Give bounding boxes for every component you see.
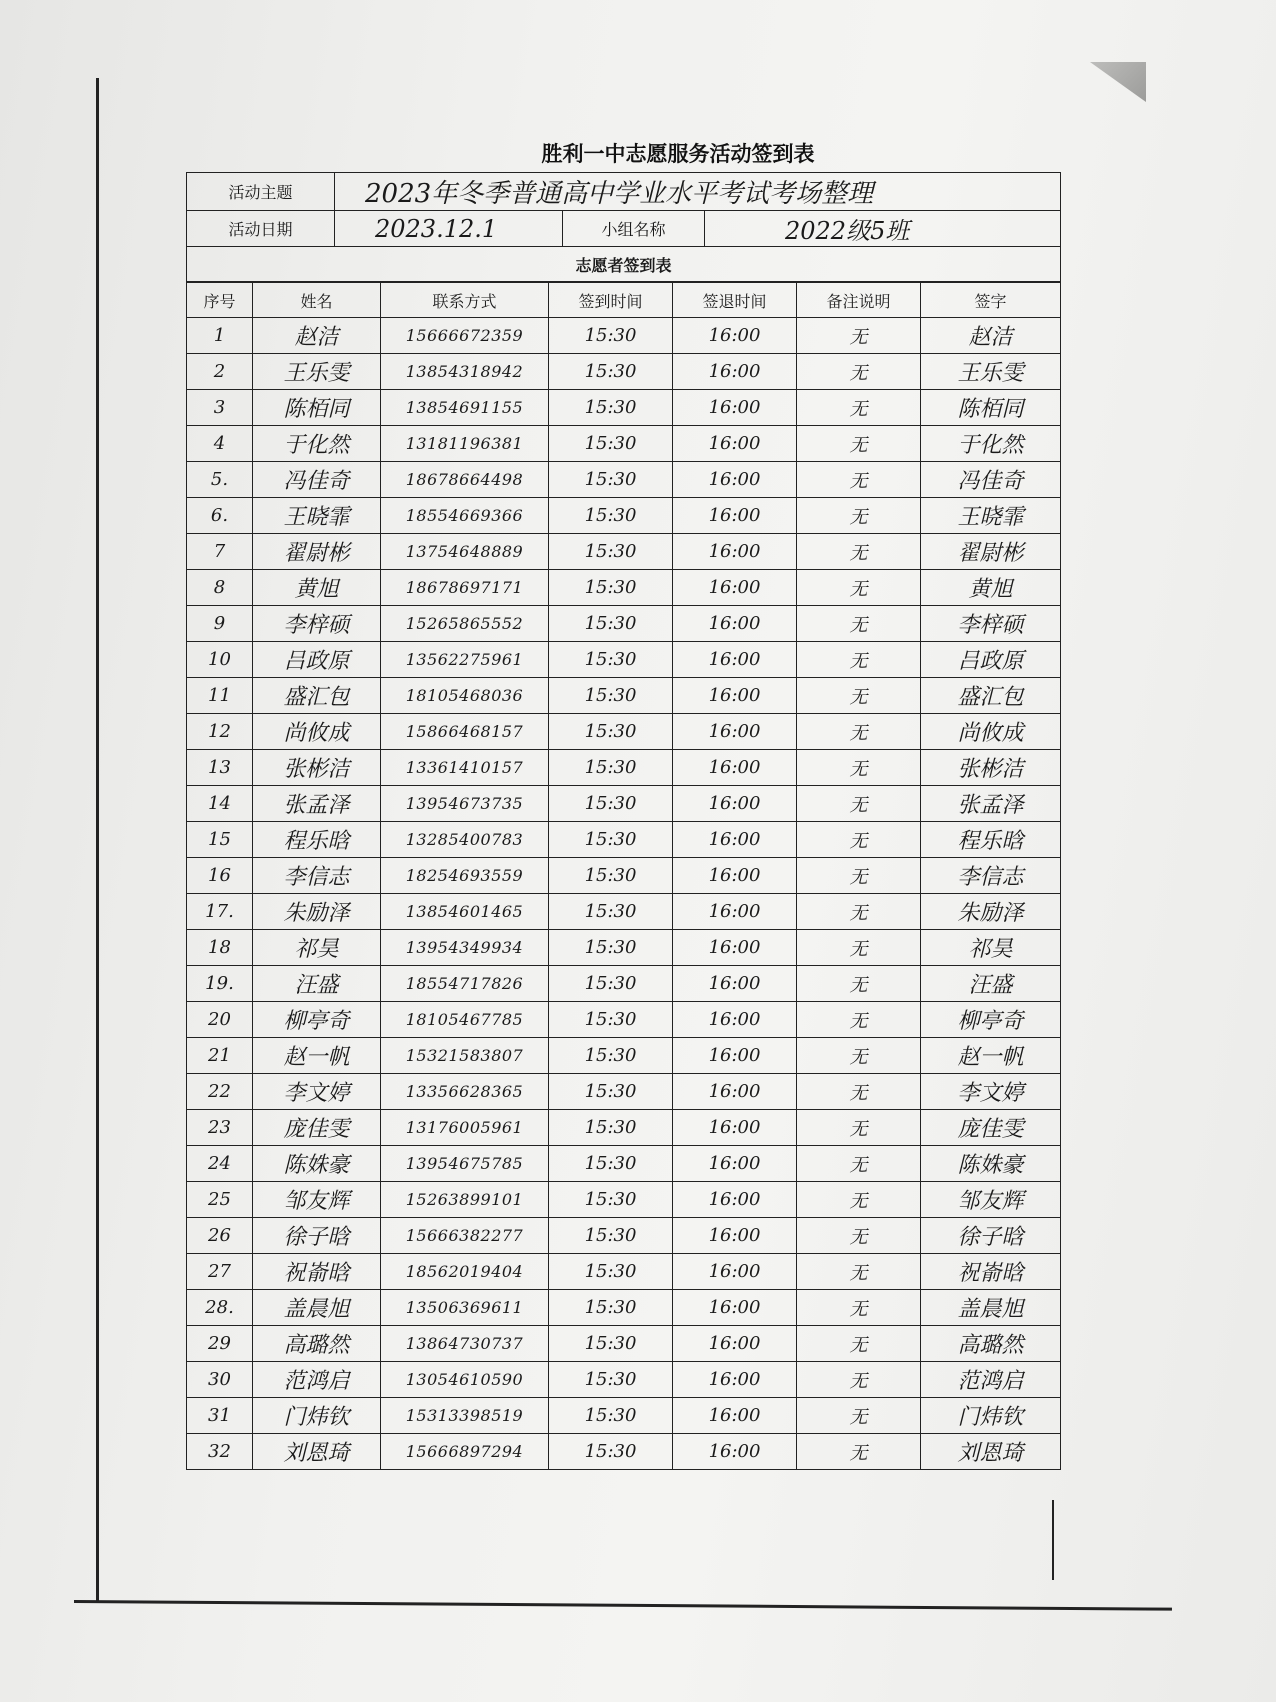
note: 无 xyxy=(797,858,921,894)
table-body xyxy=(187,318,1061,1470)
signout-time: 16:00 xyxy=(673,1218,797,1254)
signin-time: 15:30 xyxy=(549,1362,673,1398)
signin-time: 15:30 xyxy=(549,1038,673,1074)
volunteer-name: 张彬洁 xyxy=(253,750,381,786)
volunteer-name: 于化然 xyxy=(253,426,381,462)
row-number: 27 xyxy=(187,1254,253,1290)
signature: 翟尉彬 xyxy=(921,534,1061,570)
row-number: 11 xyxy=(187,678,253,714)
table-row xyxy=(187,462,1061,498)
table-row xyxy=(187,1074,1061,1110)
row-number: 15 xyxy=(187,822,253,858)
volunteer-name: 李梓硕 xyxy=(253,606,381,642)
signin-time: 15:30 xyxy=(549,1254,673,1290)
table-row xyxy=(187,1254,1061,1290)
signout-time: 16:00 xyxy=(673,1254,797,1290)
note: 无 xyxy=(797,1362,921,1398)
signature: 李梓硕 xyxy=(921,606,1061,642)
date-label: 活动日期 xyxy=(187,211,335,247)
phone-number: 13754648889 xyxy=(381,534,549,570)
row-number: 7 xyxy=(187,534,253,570)
note: 无 xyxy=(797,570,921,606)
volunteer-name: 陈栢同 xyxy=(253,390,381,426)
signin-time: 15:30 xyxy=(549,966,673,1002)
signature: 祁昊 xyxy=(921,930,1061,966)
phone-number: 18105467785 xyxy=(381,1002,549,1038)
signout-time: 16:00 xyxy=(673,1074,797,1110)
signout-time: 16:00 xyxy=(673,1362,797,1398)
volunteer-name: 祝嵛晗 xyxy=(253,1254,381,1290)
row-number: 3 xyxy=(187,390,253,426)
note: 无 xyxy=(797,534,921,570)
signin-time: 15:30 xyxy=(549,1110,673,1146)
signature: 门炜钦 xyxy=(921,1398,1061,1434)
volunteer-name: 王晓霏 xyxy=(253,498,381,534)
table-row xyxy=(187,390,1061,426)
table-row xyxy=(187,606,1061,642)
signout-time: 16:00 xyxy=(673,1290,797,1326)
table-row xyxy=(187,1434,1061,1470)
note: 无 xyxy=(797,1254,921,1290)
phone-number: 13954673735 xyxy=(381,786,549,822)
signin-time: 15:30 xyxy=(549,858,673,894)
note: 无 xyxy=(797,498,921,534)
signin-time: 15:30 xyxy=(549,570,673,606)
note: 无 xyxy=(797,426,921,462)
signout-time: 16:00 xyxy=(673,786,797,822)
table-row xyxy=(187,318,1061,354)
note: 无 xyxy=(797,1110,921,1146)
signature: 范鸿启 xyxy=(921,1362,1061,1398)
signin-time: 15:30 xyxy=(549,714,673,750)
note: 无 xyxy=(797,642,921,678)
col-header-no: 序号 xyxy=(187,283,253,318)
note: 无 xyxy=(797,1326,921,1362)
topic-label: 活动主题 xyxy=(187,173,335,211)
signature: 祝嵛晗 xyxy=(921,1254,1061,1290)
row-number: 1 xyxy=(187,318,253,354)
phone-number: 18562019404 xyxy=(381,1254,549,1290)
signout-time: 16:00 xyxy=(673,426,797,462)
page-border-bottom xyxy=(74,1600,1172,1611)
table-row xyxy=(187,1326,1061,1362)
phone-number: 13361410157 xyxy=(381,750,549,786)
row-number: 10 xyxy=(187,642,253,678)
section-heading: 志愿者签到表 xyxy=(187,247,1061,282)
signin-time: 15:30 xyxy=(549,390,673,426)
phone-number: 13181196381 xyxy=(381,426,549,462)
table-row xyxy=(187,786,1061,822)
note: 无 xyxy=(797,930,921,966)
signature: 张彬洁 xyxy=(921,750,1061,786)
col-header-note: 备注说明 xyxy=(797,283,921,318)
volunteer-name: 庞佳雯 xyxy=(253,1110,381,1146)
table-row xyxy=(187,1002,1061,1038)
signature: 朱励泽 xyxy=(921,894,1061,930)
phone-number: 13854691155 xyxy=(381,390,549,426)
phone-number: 13854601465 xyxy=(381,894,549,930)
signout-time: 16:00 xyxy=(673,534,797,570)
signin-time: 15:30 xyxy=(549,426,673,462)
volunteer-name: 程乐晗 xyxy=(253,822,381,858)
signin-time: 15:30 xyxy=(549,462,673,498)
phone-number: 15666382277 xyxy=(381,1218,549,1254)
row-number: 19. xyxy=(187,966,253,1002)
row-number: 14 xyxy=(187,786,253,822)
table-row xyxy=(187,1398,1061,1434)
phone-number: 15866468157 xyxy=(381,714,549,750)
signin-time: 15:30 xyxy=(549,750,673,786)
signout-time: 16:00 xyxy=(673,498,797,534)
row-number: 24 xyxy=(187,1146,253,1182)
signout-time: 16:00 xyxy=(673,714,797,750)
note: 无 xyxy=(797,894,921,930)
table-row xyxy=(187,1362,1061,1398)
signature: 盖晨旭 xyxy=(921,1290,1061,1326)
row-number: 31 xyxy=(187,1398,253,1434)
volunteer-name: 柳亭奇 xyxy=(253,1002,381,1038)
phone-number: 13954349934 xyxy=(381,930,549,966)
signature: 庞佳雯 xyxy=(921,1110,1061,1146)
col-header-signout: 签退时间 xyxy=(673,283,797,318)
row-number: 30 xyxy=(187,1362,253,1398)
row-number: 29 xyxy=(187,1326,253,1362)
signature: 于化然 xyxy=(921,426,1061,462)
volunteer-name: 刘恩琦 xyxy=(253,1434,381,1470)
signin-time: 15:30 xyxy=(549,318,673,354)
note: 无 xyxy=(797,714,921,750)
signin-time: 15:30 xyxy=(549,534,673,570)
signature: 吕政原 xyxy=(921,642,1061,678)
signout-time: 16:00 xyxy=(673,1182,797,1218)
phone-number: 15321583807 xyxy=(381,1038,549,1074)
phone-number: 13506369611 xyxy=(381,1290,549,1326)
signature: 柳亭奇 xyxy=(921,1002,1061,1038)
signin-time: 15:30 xyxy=(549,1434,673,1470)
note: 无 xyxy=(797,1074,921,1110)
signature: 尚攸成 xyxy=(921,714,1061,750)
volunteer-name: 邹友辉 xyxy=(253,1182,381,1218)
note: 无 xyxy=(797,606,921,642)
row-number: 26 xyxy=(187,1218,253,1254)
signin-time: 15:30 xyxy=(549,1002,673,1038)
signature: 王乐雯 xyxy=(921,354,1061,390)
document-title: 胜利一中志愿服务活动签到表 xyxy=(541,142,815,166)
volunteer-name: 盖晨旭 xyxy=(253,1290,381,1326)
signature: 冯佳奇 xyxy=(921,462,1061,498)
signature: 黄旭 xyxy=(921,570,1061,606)
signature: 王晓霏 xyxy=(921,498,1061,534)
signout-time: 16:00 xyxy=(673,390,797,426)
volunteer-name: 赵洁 xyxy=(253,318,381,354)
activity-info-table xyxy=(186,172,1061,282)
phone-number: 15263899101 xyxy=(381,1182,549,1218)
table-row xyxy=(187,678,1061,714)
phone-number: 13356628365 xyxy=(381,1074,549,1110)
group-label: 小组名称 xyxy=(563,211,705,247)
row-number: 23 xyxy=(187,1110,253,1146)
volunteer-name: 黄旭 xyxy=(253,570,381,606)
signout-time: 16:00 xyxy=(673,822,797,858)
signature: 程乐晗 xyxy=(921,822,1061,858)
group-value: 2022级5班 xyxy=(705,211,1061,247)
note: 无 xyxy=(797,390,921,426)
row-number: 13 xyxy=(187,750,253,786)
signature: 高璐然 xyxy=(921,1326,1061,1362)
signin-time: 15:30 xyxy=(549,894,673,930)
signature: 陈姝豪 xyxy=(921,1146,1061,1182)
row-number: 28. xyxy=(187,1290,253,1326)
table-row xyxy=(187,498,1061,534)
row-number: 9 xyxy=(187,606,253,642)
table-row xyxy=(187,1110,1061,1146)
signout-time: 16:00 xyxy=(673,750,797,786)
signature: 徐子晗 xyxy=(921,1218,1061,1254)
signout-time: 16:00 xyxy=(673,930,797,966)
signin-time: 15:30 xyxy=(549,1326,673,1362)
note: 无 xyxy=(797,462,921,498)
row-number: 12 xyxy=(187,714,253,750)
table-row xyxy=(187,1182,1061,1218)
phone-number: 15313398519 xyxy=(381,1398,549,1434)
phone-number: 13285400783 xyxy=(381,822,549,858)
table-row xyxy=(187,354,1061,390)
note: 无 xyxy=(797,1398,921,1434)
note: 无 xyxy=(797,318,921,354)
note: 无 xyxy=(797,1434,921,1470)
phone-number: 18105468036 xyxy=(381,678,549,714)
signin-time: 15:30 xyxy=(549,1290,673,1326)
row-number: 22 xyxy=(187,1074,253,1110)
volunteer-name: 门炜钦 xyxy=(253,1398,381,1434)
phone-number: 13562275961 xyxy=(381,642,549,678)
table-row xyxy=(187,1218,1061,1254)
volunteer-name: 尚攸成 xyxy=(253,714,381,750)
signature: 张孟泽 xyxy=(921,786,1061,822)
phone-number: 18554717826 xyxy=(381,966,549,1002)
table-row xyxy=(187,1146,1061,1182)
pen-stroke xyxy=(1052,1500,1054,1580)
col-header-signature: 签字 xyxy=(921,283,1061,318)
signout-time: 16:00 xyxy=(673,894,797,930)
note: 无 xyxy=(797,966,921,1002)
signout-time: 16:00 xyxy=(673,1434,797,1470)
signout-time: 16:00 xyxy=(673,1398,797,1434)
table-row xyxy=(187,966,1061,1002)
row-number: 18 xyxy=(187,930,253,966)
table-row xyxy=(187,426,1061,462)
row-number: 16 xyxy=(187,858,253,894)
row-number: 2 xyxy=(187,354,253,390)
signout-time: 16:00 xyxy=(673,1146,797,1182)
table-row xyxy=(187,930,1061,966)
row-number: 21 xyxy=(187,1038,253,1074)
volunteer-name: 汪盛 xyxy=(253,966,381,1002)
signin-time: 15:30 xyxy=(549,354,673,390)
volunteer-table xyxy=(186,282,1061,1470)
table-row xyxy=(187,534,1061,570)
volunteer-name: 祁昊 xyxy=(253,930,381,966)
note: 无 xyxy=(797,822,921,858)
table-row xyxy=(187,642,1061,678)
table-header-row xyxy=(187,283,1061,318)
volunteer-name: 翟尉彬 xyxy=(253,534,381,570)
volunteer-name: 李信志 xyxy=(253,858,381,894)
row-number: 4 xyxy=(187,426,253,462)
signin-time: 15:30 xyxy=(549,1146,673,1182)
phone-number: 18254693559 xyxy=(381,858,549,894)
table-row xyxy=(187,1290,1061,1326)
signin-time: 15:30 xyxy=(549,1074,673,1110)
row-number: 32 xyxy=(187,1434,253,1470)
signout-time: 16:00 xyxy=(673,1038,797,1074)
signin-time: 15:30 xyxy=(549,678,673,714)
note: 无 xyxy=(797,1290,921,1326)
row-number: 17. xyxy=(187,894,253,930)
signin-time: 15:30 xyxy=(549,930,673,966)
note: 无 xyxy=(797,678,921,714)
signature: 赵一帆 xyxy=(921,1038,1061,1074)
table-row xyxy=(187,822,1061,858)
volunteer-name: 张孟泽 xyxy=(253,786,381,822)
signin-time: 15:30 xyxy=(549,1182,673,1218)
phone-number: 13854318942 xyxy=(381,354,549,390)
volunteer-name: 范鸿启 xyxy=(253,1362,381,1398)
col-header-phone: 联系方式 xyxy=(381,283,549,318)
signin-time: 15:30 xyxy=(549,642,673,678)
phone-number: 13954675785 xyxy=(381,1146,549,1182)
signature: 李文婷 xyxy=(921,1074,1061,1110)
signature: 李信志 xyxy=(921,858,1061,894)
signature: 汪盛 xyxy=(921,966,1061,1002)
col-header-name: 姓名 xyxy=(253,283,381,318)
note: 无 xyxy=(797,354,921,390)
signout-time: 16:00 xyxy=(673,354,797,390)
signin-time: 15:30 xyxy=(549,786,673,822)
signout-time: 16:00 xyxy=(673,462,797,498)
row-number: 8 xyxy=(187,570,253,606)
table-row xyxy=(187,858,1061,894)
signin-time: 15:30 xyxy=(549,1398,673,1434)
volunteer-name: 盛汇包 xyxy=(253,678,381,714)
note: 无 xyxy=(797,1218,921,1254)
phone-number: 15265865552 xyxy=(381,606,549,642)
phone-number: 15666672359 xyxy=(381,318,549,354)
table-row xyxy=(187,750,1061,786)
phone-number: 18554669366 xyxy=(381,498,549,534)
row-number: 20 xyxy=(187,1002,253,1038)
signature: 邹友辉 xyxy=(921,1182,1061,1218)
volunteer-name: 冯佳奇 xyxy=(253,462,381,498)
table-row xyxy=(187,894,1061,930)
volunteer-name: 吕政原 xyxy=(253,642,381,678)
phone-number: 13864730737 xyxy=(381,1326,549,1362)
table-row xyxy=(187,570,1061,606)
note: 无 xyxy=(797,1146,921,1182)
table-row xyxy=(187,1038,1061,1074)
volunteer-name: 朱励泽 xyxy=(253,894,381,930)
volunteer-name: 王乐雯 xyxy=(253,354,381,390)
volunteer-name: 高璐然 xyxy=(253,1326,381,1362)
phone-number: 15666897294 xyxy=(381,1434,549,1470)
note: 无 xyxy=(797,786,921,822)
signin-time: 15:30 xyxy=(549,1218,673,1254)
signature: 刘恩琦 xyxy=(921,1434,1061,1470)
row-number: 5. xyxy=(187,462,253,498)
phone-number: 18678664498 xyxy=(381,462,549,498)
date-value: 2023.12.1 xyxy=(335,211,563,247)
note: 无 xyxy=(797,1038,921,1074)
signout-time: 16:00 xyxy=(673,678,797,714)
row-number: 6. xyxy=(187,498,253,534)
signout-time: 16:00 xyxy=(673,858,797,894)
note: 无 xyxy=(797,1182,921,1218)
signin-form xyxy=(186,172,1060,1470)
phone-number: 13054610590 xyxy=(381,1362,549,1398)
note: 无 xyxy=(797,750,921,786)
signout-time: 16:00 xyxy=(673,1110,797,1146)
signout-time: 16:00 xyxy=(673,966,797,1002)
signout-time: 16:00 xyxy=(673,318,797,354)
signin-time: 15:30 xyxy=(549,822,673,858)
signout-time: 16:00 xyxy=(673,1326,797,1362)
volunteer-name: 陈姝豪 xyxy=(253,1146,381,1182)
page-border-left xyxy=(96,78,99,1602)
volunteer-name: 李文婷 xyxy=(253,1074,381,1110)
signout-time: 16:00 xyxy=(673,1002,797,1038)
table-row xyxy=(187,714,1061,750)
row-number: 25 xyxy=(187,1182,253,1218)
col-header-signin: 签到时间 xyxy=(549,283,673,318)
signout-time: 16:00 xyxy=(673,642,797,678)
note: 无 xyxy=(797,1002,921,1038)
signout-time: 16:00 xyxy=(673,570,797,606)
phone-number: 13176005961 xyxy=(381,1110,549,1146)
signature: 盛汇包 xyxy=(921,678,1061,714)
phone-number: 18678697171 xyxy=(381,570,549,606)
topic-value: 2023年冬季普通高中学业水平考试考场整理 xyxy=(335,173,1061,211)
volunteer-name: 赵一帆 xyxy=(253,1038,381,1074)
volunteer-name: 徐子晗 xyxy=(253,1218,381,1254)
signout-time: 16:00 xyxy=(673,606,797,642)
signature: 陈栢同 xyxy=(921,390,1061,426)
folded-corner xyxy=(1090,62,1146,102)
signature: 赵洁 xyxy=(921,318,1061,354)
signin-time: 15:30 xyxy=(549,498,673,534)
signin-time: 15:30 xyxy=(549,606,673,642)
